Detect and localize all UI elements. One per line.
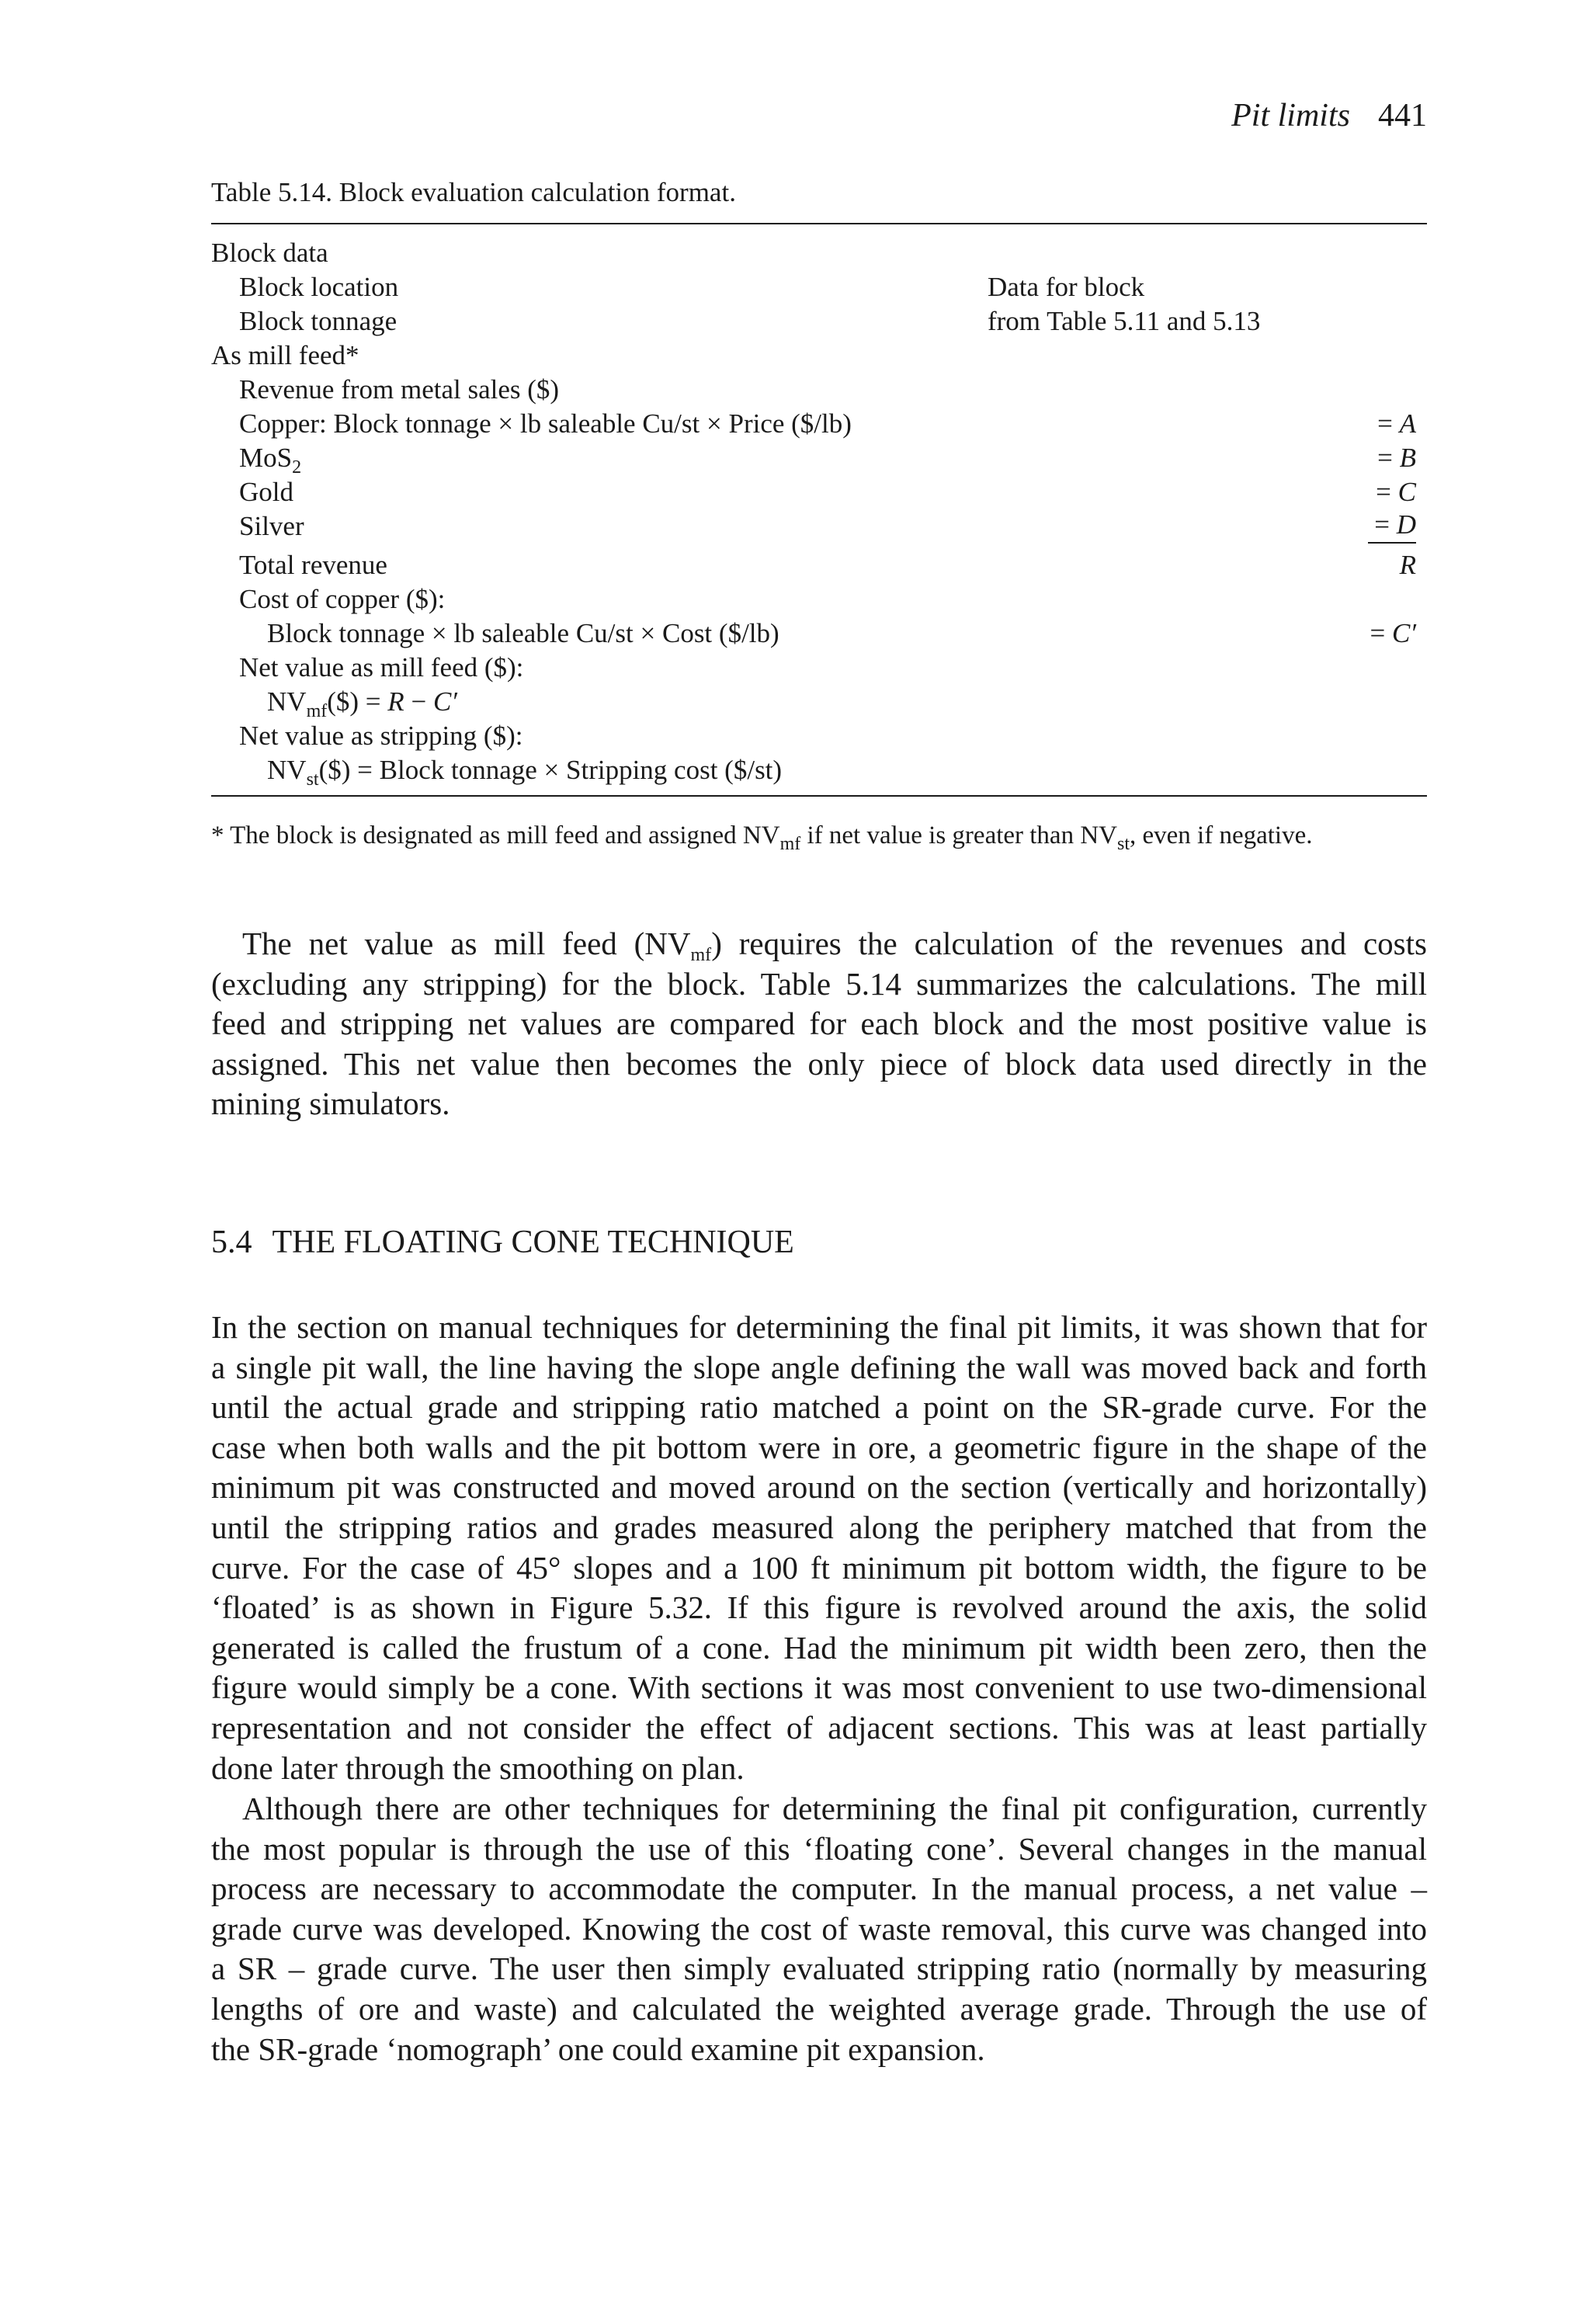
table-caption: Table 5.14. Block evaluation calculation format.: [211, 177, 736, 207]
text-run: assigned. This net value then becomes the only piece of block data used directly in the: [211, 1045, 1427, 1082]
section-number: 5.4: [211, 1225, 252, 1260]
text-line: [211, 1789, 1427, 1829]
row-label: Gold: [239, 477, 293, 507]
text-line: [211, 1829, 1427, 1870]
table-row: [211, 407, 1427, 441]
row-label: Net value as mill feed ($):: [239, 652, 524, 683]
row-result: [1376, 475, 1416, 509]
row-label: Block location: [239, 272, 399, 302]
formula-part: ($) = Block tonnage × Stripping cost ($/st): [318, 755, 783, 785]
row-label: Block data: [211, 238, 328, 268]
table-row: [211, 304, 1427, 339]
text-line: [211, 1628, 1427, 1669]
row-label: Block tonnage × lb saleable Cu/st × Cost ($/lb): [267, 618, 779, 648]
text-run: ) requires the calculation of the revenues and costs: [711, 926, 1427, 961]
text-line: [211, 1468, 1427, 1508]
running-title: Pit limits: [1231, 98, 1350, 134]
text-line: [211, 1989, 1427, 2030]
paragraph-floating-cone: [211, 1308, 1427, 1788]
equals-sign: =: [1377, 408, 1400, 439]
row-result: [1377, 407, 1416, 441]
nv-base: NV: [267, 686, 307, 717]
text-run: process are necessary to accommodate the computer. In the manual process, a net value –: [211, 1871, 1427, 1907]
row-note: from Table 5.11 and 5.13: [988, 306, 1261, 336]
row-label: Revenue from metal sales ($): [239, 374, 560, 405]
text-run: Although there are other techniques for determining the final pit configuration, currently: [242, 1791, 1427, 1826]
text-run: representation and not consider the effect of adjacent sections. This was at least partially: [211, 1709, 1427, 1746]
text-line: [211, 2030, 1427, 2070]
text-line: [211, 1308, 1427, 1348]
row-label: Cost of copper ($):: [239, 584, 446, 614]
table-row: [211, 236, 1427, 270]
text-run: lengths of ore and waste) and calculated the weighted average grade. Through the use of: [211, 1990, 1427, 2027]
text-line: [211, 1668, 1427, 1708]
text-line: [211, 1949, 1427, 1989]
row-result: [1370, 617, 1416, 651]
text-run: a SR – grade curve. The user then simply evaluated stripping ratio (normally by measuring: [211, 1951, 1427, 1987]
footnote-text: * The block is designated as mill feed and assigned NV: [211, 822, 780, 849]
text-line: [211, 1044, 1427, 1085]
text-run: case when both walls and the pit bottom were in ore, a geometric figure in the shape of the: [211, 1429, 1427, 1465]
row-result: [1377, 441, 1416, 475]
row-note: Data for block: [988, 272, 1145, 302]
row-label: Copper: Block tonnage × lb saleable Cu/st × Price ($/lb): [239, 408, 852, 439]
paragraph-popular-technique: [211, 1789, 1427, 2069]
text-run: until the stripping ratios and grades measured along the periphery matched that from the: [211, 1509, 1427, 1545]
mos2-base: MoS: [239, 443, 293, 473]
section-title: THE FLOATING CONE TECHNIQUE: [272, 1225, 794, 1260]
result-variable: C: [1397, 477, 1416, 507]
running-head: [1231, 96, 1427, 135]
text-run: ‘floated’ is as shown in Figure 5.32. If this figure is revolved around the axis, the solid: [211, 1589, 1427, 1626]
formula-var: R: [387, 686, 404, 717]
table-row: [211, 582, 1427, 617]
row-result: [1368, 509, 1416, 544]
text-run: the SR-grade ‘nomograph’ one could examine pit expansion.: [211, 2030, 985, 2067]
nv-subscript: st: [306, 769, 319, 790]
table-bottom-rule: [211, 795, 1427, 797]
text-line: [211, 1749, 1427, 1789]
footnote-subscript: st: [1117, 834, 1130, 854]
text-run: (excluding any stripping) for the block. Table 5.14 summarizes the calculations. The mill: [211, 965, 1427, 1002]
table-row: [211, 685, 1427, 719]
text-line: [211, 1708, 1427, 1749]
text-line: [211, 1869, 1427, 1909]
text-line: [211, 1348, 1427, 1388]
result-variable: A: [1399, 408, 1416, 439]
nv-subscript: mf: [306, 701, 328, 721]
text-run: a single pit wall, the line having the slope angle defining the wall was moved back and forth: [211, 1349, 1427, 1385]
result-variable: R: [1399, 550, 1416, 580]
table-row: [211, 651, 1427, 685]
text-subscript: mf: [690, 945, 712, 965]
text-line: [211, 1508, 1427, 1548]
paragraph-net-value: [211, 924, 1427, 1124]
equals-sign: =: [1376, 477, 1398, 507]
text-run: curve. For the case of 45° slopes and a 100 ft minimum pit bottom width, the figure to be: [211, 1549, 1427, 1586]
row-label: [267, 685, 457, 722]
text-line: [211, 1428, 1427, 1468]
table-row: [211, 339, 1427, 373]
page-number: 441: [1378, 98, 1427, 134]
table-row: [211, 719, 1427, 753]
nv-base: NV: [267, 755, 307, 785]
table-row: [211, 475, 1427, 509]
row-label: Silver: [239, 511, 304, 541]
text-line: [211, 1909, 1427, 1950]
text-run: generated is called the frustum of a cone. Had the minimum pit width been zero, then the: [211, 1629, 1427, 1666]
table-row: [211, 441, 1427, 478]
formula-part: ($) =: [327, 686, 388, 717]
text-line: [211, 1388, 1427, 1428]
row-label: [267, 753, 782, 790]
mos2-subscript: 2: [292, 457, 302, 478]
table-row: [211, 617, 1427, 651]
row-label: Net value as stripping ($):: [239, 721, 523, 751]
row-label: Total revenue: [239, 550, 387, 580]
footnote-subscript: mf: [779, 834, 801, 854]
table-row: [211, 509, 1427, 544]
text-run: feed and stripping net values are compared for each block and the most positive value is: [211, 1006, 1427, 1042]
section-heading: [211, 1222, 794, 1263]
text-line: [211, 1084, 1427, 1124]
table-row: [211, 548, 1427, 582]
result-variable: B: [1399, 443, 1416, 473]
text-line: [211, 1004, 1427, 1044]
row-label: Block tonnage: [239, 306, 398, 336]
result-variable: D: [1396, 509, 1416, 540]
text-line: [211, 1588, 1427, 1628]
text-run: mining simulators.: [211, 1086, 450, 1122]
formula-var: C′: [432, 686, 457, 717]
equals-sign: =: [1377, 443, 1400, 473]
table-row: [211, 373, 1427, 407]
text-line: [211, 964, 1427, 1005]
text-run: until the actual grade and stripping ratio matched a point on the SR-grade curve. For the: [211, 1389, 1427, 1426]
result-variable: C′: [1391, 618, 1416, 648]
text-run: The net value as mill feed (NV: [242, 926, 691, 961]
footnote-text: , even if negative.: [1130, 822, 1313, 849]
text-run: the most popular is through the use of this ‘floating cone’. Several changes in the manual: [211, 1830, 1427, 1867]
text-run: minimum pit was constructed and moved around on the section (vertically and horizontally): [211, 1469, 1427, 1506]
table-top-rule: [211, 223, 1427, 224]
row-label: As mill feed*: [211, 340, 359, 370]
text-line: [211, 924, 1427, 964]
row-label: [239, 441, 301, 478]
equals-sign: =: [1370, 618, 1392, 648]
table-footnote: [211, 818, 1427, 855]
equals-sign: =: [1374, 509, 1397, 540]
text-line: [211, 1548, 1427, 1589]
row-result: [1400, 548, 1416, 582]
text-run: grade curve was developed. Knowing the cost of waste removal, this curve was changed into: [211, 1910, 1427, 1947]
table-row: [211, 270, 1427, 304]
footnote-text: if net value is greater than NV: [800, 822, 1117, 849]
formula-part: −: [404, 686, 433, 717]
text-run: figure would simply be a cone. With sections it was most convenient to use two-dimensional: [211, 1669, 1427, 1706]
text-run: In the section on manual techniques for determining the final pit limits, it was shown that for: [211, 1309, 1427, 1345]
table-row: [211, 753, 1427, 790]
text-run: done later through the smoothing on plan.: [211, 1749, 745, 1786]
